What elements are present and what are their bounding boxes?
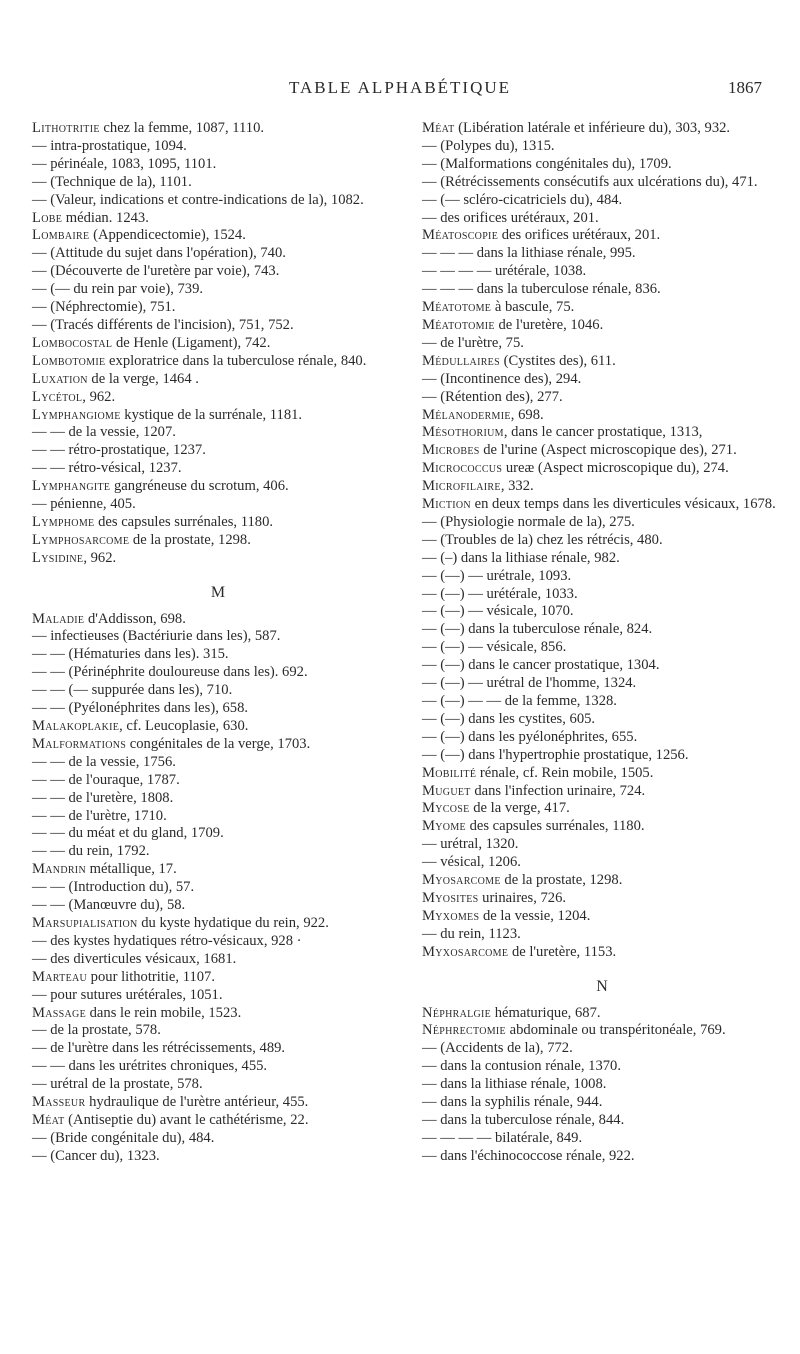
section-letter: N — [596, 977, 608, 995]
index-entry — [32, 192, 404, 210]
section-letter: M — [210, 583, 226, 601]
index-entry — [422, 1040, 782, 1058]
index-entry — [422, 890, 782, 908]
entry-headword: Microfilaire — [422, 478, 501, 495]
entry-text: — (— du rein par voie), 739. — [32, 281, 204, 298]
index-entry — [422, 1094, 782, 1112]
index-entry — [32, 478, 404, 496]
entry-text: de la vessie, 1204. — [479, 907, 591, 924]
index-entry — [32, 772, 404, 790]
index-entry — [422, 711, 782, 729]
entry-text: kystique de la surrénale, 1181. — [120, 406, 303, 423]
entry-text: — de la prostate, 578. — [32, 1022, 161, 1039]
index-entry — [422, 729, 782, 747]
index-entry — [422, 174, 782, 192]
entry-headword: Mobilité — [422, 764, 477, 781]
index-entry — [422, 1148, 782, 1166]
index-entry — [32, 174, 404, 192]
index-entry — [422, 1112, 782, 1130]
index-entry — [422, 765, 782, 783]
entry-text: — — du méat et du gland, 1709. — [32, 825, 224, 842]
entry-text: dans l'infection urinaire, 724. — [470, 782, 646, 799]
entry-headword: Miction — [422, 496, 471, 513]
entry-headword: Micrococcus — [422, 460, 503, 477]
entry-headword: Myome — [422, 818, 466, 835]
entry-headword: Muguet — [422, 782, 471, 799]
index-entry — [422, 1022, 782, 1040]
entry-text: des orifices urétéraux, 201. — [498, 227, 661, 244]
index-entry — [32, 424, 404, 442]
index-entry — [422, 550, 782, 568]
index-entry — [422, 1005, 782, 1023]
index-entry — [32, 371, 404, 389]
entry-text: — dans la syphilis rénale, 944. — [422, 1094, 603, 1111]
index-entry — [32, 1148, 404, 1166]
entry-text: — — de la vessie, 1207. — [32, 424, 176, 441]
index-entry — [422, 210, 782, 228]
entry-text: (Antiseptie du) avant le cathétérisme, 22. — [64, 1111, 309, 1128]
index-entry — [32, 700, 404, 718]
index-entry — [32, 664, 404, 682]
entry-text: — (—) — vésicale, 1070. — [422, 603, 574, 620]
entry-text: de l'uretère, 1046. — [494, 316, 604, 333]
index-entry — [32, 1130, 404, 1148]
index-entry — [422, 407, 782, 425]
index-entry — [32, 460, 404, 478]
entry-text: — — de l'ouraque, 1787. — [32, 771, 180, 788]
index-entry — [422, 944, 782, 962]
index-entry — [422, 836, 782, 854]
entry-text: à bascule, 75. — [491, 299, 575, 316]
entry-headword: Méatotome — [422, 299, 492, 316]
index-entry — [32, 754, 404, 772]
entry-text: des capsules surrénales, 1180. — [94, 513, 274, 530]
entry-text: — — (— suppurée dans les), 710. — [32, 682, 233, 699]
entry-text: de l'uretère, 1153. — [508, 943, 617, 960]
entry-headword: Néphralgie — [422, 1004, 492, 1021]
entry-text: chez la femme, 1087, 1110. — [99, 120, 265, 136]
entry-text: — intra-prostatique, 1094. — [32, 137, 187, 154]
entry-text: — (—) dans les pyélonéphrites, 655. — [422, 728, 638, 745]
entry-text: — (Malformations congénitales du), 1709. — [422, 155, 672, 172]
entry-text: de Henle (Ligament), 742. — [112, 334, 271, 351]
index-entry — [32, 317, 404, 335]
index-entry — [422, 621, 782, 639]
entry-headword: Malformations — [32, 735, 127, 752]
index-entry — [422, 245, 782, 263]
index-entry — [32, 532, 404, 550]
entry-headword: Lysidine — [32, 549, 84, 566]
entry-headword: Lymphosarcome — [32, 531, 130, 548]
index-entry — [32, 299, 404, 317]
entry-text: , 962. — [82, 388, 116, 405]
entry-text: rénale, cf. Rein mobile, 1505. — [476, 764, 654, 781]
entry-text: — (Rétention des), 277. — [422, 388, 563, 405]
entry-text: — (—) — vésicale, 856. — [422, 639, 567, 656]
index-entry — [32, 628, 404, 646]
entry-text: , 332. — [500, 478, 534, 495]
index-entry — [422, 854, 782, 872]
index-entry — [422, 586, 782, 604]
entry-text: — — rétro-prostatique, 1237. — [32, 442, 206, 459]
index-entry — [32, 442, 404, 460]
entry-text: — (Néphrectomie), 751. — [32, 299, 176, 316]
entry-text: — — (Pyélonéphrites dans les), 658. — [32, 700, 249, 717]
entry-headword: Médullaires — [422, 352, 500, 369]
index-entry — [422, 783, 782, 801]
index-entry — [422, 424, 782, 442]
entry-text: — dans la contusion rénale, 1370. — [422, 1058, 621, 1075]
entry-text: — dans la tuberculose rénale, 844. — [422, 1111, 625, 1128]
entry-text: — (Découverte de l'uretère par voie), 743. — [32, 263, 280, 280]
index-entry — [422, 227, 782, 245]
index-entry — [422, 818, 782, 836]
index-entry — [32, 1076, 404, 1094]
entry-text: — — — — urétérale, 1038. — [422, 263, 587, 280]
entry-text: — (–) dans la lithiase rénale, 982. — [422, 549, 620, 566]
index-entry — [422, 263, 782, 281]
entry-text: du kyste hydatique du rein, 922. — [137, 914, 329, 931]
entry-text: exploratrice dans la tuberculose rénale, 840. — [105, 352, 367, 369]
index-entry — [422, 389, 782, 407]
entry-text: , cf. Leucoplasie, 630. — [119, 718, 249, 734]
index-entry — [422, 800, 782, 818]
entry-text: (Appendicectomie), 1524. — [89, 227, 246, 244]
entry-text: — — du rein, 1792. — [32, 843, 150, 860]
entry-text: — pour sutures urétérales, 1051. — [32, 986, 223, 1003]
entry-headword: Mélanodermie — [422, 406, 511, 423]
entry-text: — — (Introduction du), 57. — [32, 879, 195, 896]
entry-text: — (Tracés différents de l'incision), 751, 752. — [32, 316, 294, 333]
index-entry — [32, 138, 404, 156]
index-entry — [422, 1076, 782, 1094]
index-entry — [32, 514, 404, 532]
entry-text: — des kystes hydatiques rétro-vésicaux, 928 · — [32, 932, 302, 949]
page-title: TABLE ALPHABÉTIQUE — [288, 78, 512, 97]
entry-text: (Cystites des), 611. — [499, 352, 616, 369]
index-entry — [32, 933, 404, 951]
index-entry — [422, 120, 782, 138]
entry-headword: Luxation — [32, 370, 88, 387]
entry-text: — (— scléro-cicatriciels du), 484. — [422, 191, 623, 208]
entry-text: — — (Périnéphrite douloureuse dans les). 692. — [32, 664, 308, 681]
index-entry — [422, 693, 782, 711]
index-entry — [32, 646, 404, 664]
index-entry — [422, 1058, 782, 1076]
entry-text: — (—) — urétérale, 1033. — [422, 585, 578, 602]
entry-text: — des diverticules vésicaux, 1681. — [32, 950, 237, 967]
index-entry — [422, 192, 782, 210]
entry-text: — (—) — urétral de l'homme, 1324. — [422, 675, 637, 692]
index-entry — [32, 736, 404, 754]
entry-text: — (Incontinence des), 294. — [422, 370, 582, 387]
index-entry — [32, 1112, 404, 1130]
entry-text: — (Technique de la), 1101. — [32, 173, 192, 190]
entry-headword: Lithotritie — [32, 120, 100, 136]
entry-text: — (—) dans les cystites, 605. — [422, 710, 596, 727]
entry-text: — périnéale, 1083, 1095, 1101. — [32, 155, 217, 172]
entry-text: — (Accidents de la), 772. — [422, 1040, 573, 1057]
entry-headword: Marteau — [32, 968, 88, 985]
running-head — [0, 78, 800, 106]
entry-headword: Mésothorium — [422, 424, 504, 441]
entry-text: — de l'urètre dans les rétrécissements, 489. — [32, 1040, 286, 1057]
index-entry — [32, 281, 404, 299]
entry-text: — dans la lithiase rénale, 1008. — [422, 1076, 607, 1093]
entry-text: — — (Hématuries dans les). 315. — [32, 646, 229, 663]
index-entry — [422, 675, 782, 693]
index-entry — [32, 897, 404, 915]
index-entry — [32, 1094, 404, 1112]
index-entry — [422, 299, 782, 317]
entry-headword: Lymphangiome — [32, 406, 121, 423]
entry-headword: Marsupialisation — [32, 914, 138, 931]
entry-text: hydraulique de l'urètre antérieur, 455. — [85, 1094, 309, 1111]
index-entry — [422, 639, 782, 657]
index-entry — [32, 790, 404, 808]
entry-text: — (—) dans l'hypertrophie prostatique, 1256. — [422, 746, 689, 763]
index-entry — [422, 442, 782, 460]
entry-text: — du rein, 1123. — [422, 925, 521, 942]
entry-text: — — — dans la tuberculose rénale, 836. — [422, 281, 661, 298]
index-entry — [32, 808, 404, 826]
entry-headword: Myxomes — [422, 907, 480, 924]
index-entry — [422, 138, 782, 156]
entry-text: — (Physiologie normale de la), 275. — [422, 513, 635, 530]
index-entry — [32, 335, 404, 353]
index-entry — [422, 908, 782, 926]
entry-text: urinaires, 726. — [478, 889, 567, 906]
index-entry — [32, 1022, 404, 1040]
entry-text: — — de l'uretère, 1808. — [32, 789, 174, 806]
index-entry — [32, 861, 404, 879]
entry-headword: Lycétol — [32, 388, 83, 405]
entry-headword: Lombaire — [32, 227, 90, 244]
entry-headword: Lymphangite — [32, 478, 111, 495]
entry-text: — (Attitude du sujet dans l'opération), 740. — [32, 245, 286, 262]
index-entry — [422, 514, 782, 532]
entry-headword: Mycose — [422, 800, 470, 817]
entry-text: — dans l'échinococcose rénale, 922. — [422, 1147, 635, 1164]
entry-text: — — — dans la lithiase rénale, 995. — [422, 245, 636, 262]
index-entry — [422, 657, 782, 675]
entry-text: gangréneuse du scrotum, 406. — [110, 478, 289, 495]
entry-text: dans le rein mobile, 1523. — [85, 1004, 242, 1021]
index-entry — [32, 718, 404, 736]
entry-text: médian. 1243. — [62, 209, 149, 226]
entry-text: — urétral de la prostate, 578. — [32, 1076, 203, 1093]
entry-text: , 698. — [510, 406, 544, 423]
entry-text: des capsules surrénales, 1180. — [465, 818, 645, 835]
index-entry — [32, 550, 404, 568]
entry-text: — de l'urètre, 75. — [422, 334, 524, 351]
index-entry — [422, 1130, 782, 1148]
entry-headword: Néphrectomie — [422, 1022, 506, 1039]
index-entry — [32, 210, 404, 228]
index-entry — [422, 317, 782, 335]
entry-text: (Libération latérale et inférieure du), 303, 932. — [454, 120, 731, 136]
entry-text: — (Cancer du), 1323. — [32, 1147, 160, 1164]
index-entry — [32, 825, 404, 843]
entry-text: métallique, 17. — [85, 861, 177, 878]
index-entry — [32, 987, 404, 1005]
entry-text: abdominale ou transpéritonéale, 769. — [505, 1022, 726, 1039]
entry-text: — — (Manœuvre du), 58. — [32, 897, 186, 914]
index-entry — [422, 496, 782, 514]
entry-headword: Lombocostal — [32, 334, 113, 351]
index-entry — [422, 335, 782, 353]
entry-headword: Maladie — [32, 610, 85, 627]
entry-text: — (Troubles de la) chez les rétrécis, 480. — [422, 531, 663, 548]
index-entry — [32, 682, 404, 700]
index-entry — [32, 120, 404, 138]
entry-text: en deux temps dans les diverticules vésicaux, 1678. — [470, 496, 776, 513]
entry-text: — — de la vessie, 1756. — [32, 753, 176, 770]
index-entry — [422, 460, 782, 478]
index-entry — [422, 156, 782, 174]
entry-headword: Méatoscopie — [422, 227, 499, 244]
entry-headword: Lobe — [32, 209, 63, 226]
index-entry — [32, 353, 404, 371]
entry-text: de la verge, 1464 . — [87, 370, 199, 387]
entry-text: , dans le cancer prostatique, 1313, — [503, 424, 703, 441]
index-entry — [32, 1005, 404, 1023]
index-entry — [422, 532, 782, 550]
index-entry — [422, 926, 782, 944]
index-entry — [422, 603, 782, 621]
entry-text: — (—) — — de la femme, 1328. — [422, 693, 617, 709]
entry-headword: Malakoplakie — [32, 718, 120, 734]
index-entry — [422, 872, 782, 890]
index-entry — [422, 568, 782, 586]
entry-headword: Lombotomie — [32, 352, 106, 369]
entry-text: hématurique, 687. — [491, 1004, 601, 1021]
entry-text: de la prostate, 1298. — [500, 872, 623, 889]
entry-text: — pénienne, 405. — [32, 496, 136, 513]
index-entry — [422, 281, 782, 299]
index-entry — [422, 747, 782, 765]
entry-text: — — rétro-vésical, 1237. — [32, 460, 182, 477]
entry-text: — des orifices urétéraux, 201. — [422, 209, 599, 226]
entry-headword: Mandrin — [32, 861, 86, 878]
index-entry — [32, 245, 404, 263]
entry-headword: Myxosarcome — [422, 943, 509, 960]
index-entry — [32, 156, 404, 174]
entry-text: — vésical, 1206. — [422, 854, 521, 871]
index-entry — [32, 951, 404, 969]
entry-headword: Méat — [32, 1111, 65, 1128]
index-entry — [32, 407, 404, 425]
index-entry — [32, 915, 404, 933]
index-entry — [422, 353, 782, 371]
entry-text: — urétral, 1320. — [422, 836, 519, 853]
entry-text: — (—) dans le cancer prostatique, 1304. — [422, 657, 660, 674]
entry-headword: Myosites — [422, 889, 479, 906]
index-entry — [422, 478, 782, 496]
entry-headword: Méatotomie — [422, 316, 495, 333]
index-entry — [32, 1058, 404, 1076]
entry-headword: Microbes — [422, 442, 480, 459]
entry-text: — (Bride congénitale du), 484. — [32, 1129, 215, 1146]
entry-text: — (Rétrécissements consécutifs aux ulcérations du), 471. — [422, 173, 758, 190]
index-entry — [32, 496, 404, 514]
entry-text: — (—) dans la tuberculose rénale, 824. — [422, 621, 653, 638]
entry-text: pour lithotritie, 1107. — [87, 968, 215, 985]
entry-text: d'Addisson, 698. — [84, 610, 186, 627]
entry-text: de la prostate, 1298. — [129, 531, 251, 548]
index-entry — [32, 227, 404, 245]
index-entry — [32, 1040, 404, 1058]
right-column — [422, 120, 782, 1166]
entry-text: — (Polypes du), 1315. — [422, 137, 555, 154]
entry-text: de l'urine (Aspect microscopique des), 271. — [479, 442, 737, 459]
entry-text: congénitales de la verge, 1703. — [126, 735, 311, 752]
entry-headword: Lymphome — [32, 513, 95, 530]
entry-text: ureæ (Aspect microscopique du), 274. — [502, 460, 729, 477]
index-entry — [32, 879, 404, 897]
entry-text: — — — — bilatérale, 849. — [422, 1129, 583, 1146]
index-entry — [32, 389, 404, 407]
entry-text: — — de l'urètre, 1710. — [32, 807, 167, 824]
index-entry — [32, 969, 404, 987]
index-entry — [32, 263, 404, 281]
entry-headword: Massage — [32, 1004, 86, 1021]
entry-text: , 962. — [83, 549, 117, 566]
entry-headword: Méat — [422, 120, 455, 136]
entry-text: — — dans les urétrites chroniques, 455. — [32, 1058, 268, 1075]
page-number: 1867 — [728, 78, 762, 97]
entry-text: — (—) — urétrale, 1093. — [422, 567, 572, 584]
entry-text: — infectieuses (Bactériurie dans les), 587. — [32, 628, 281, 645]
entry-text: de la verge, 417. — [469, 800, 570, 817]
index-entry — [32, 843, 404, 861]
left-column — [32, 120, 404, 1166]
index-entry — [422, 371, 782, 389]
entry-text: — (Valeur, indications et contre-indications de la), 1082. — [32, 191, 364, 208]
entry-headword: Masseur — [32, 1094, 86, 1111]
index-entry — [32, 611, 404, 629]
entry-headword: Myosarcome — [422, 872, 501, 889]
